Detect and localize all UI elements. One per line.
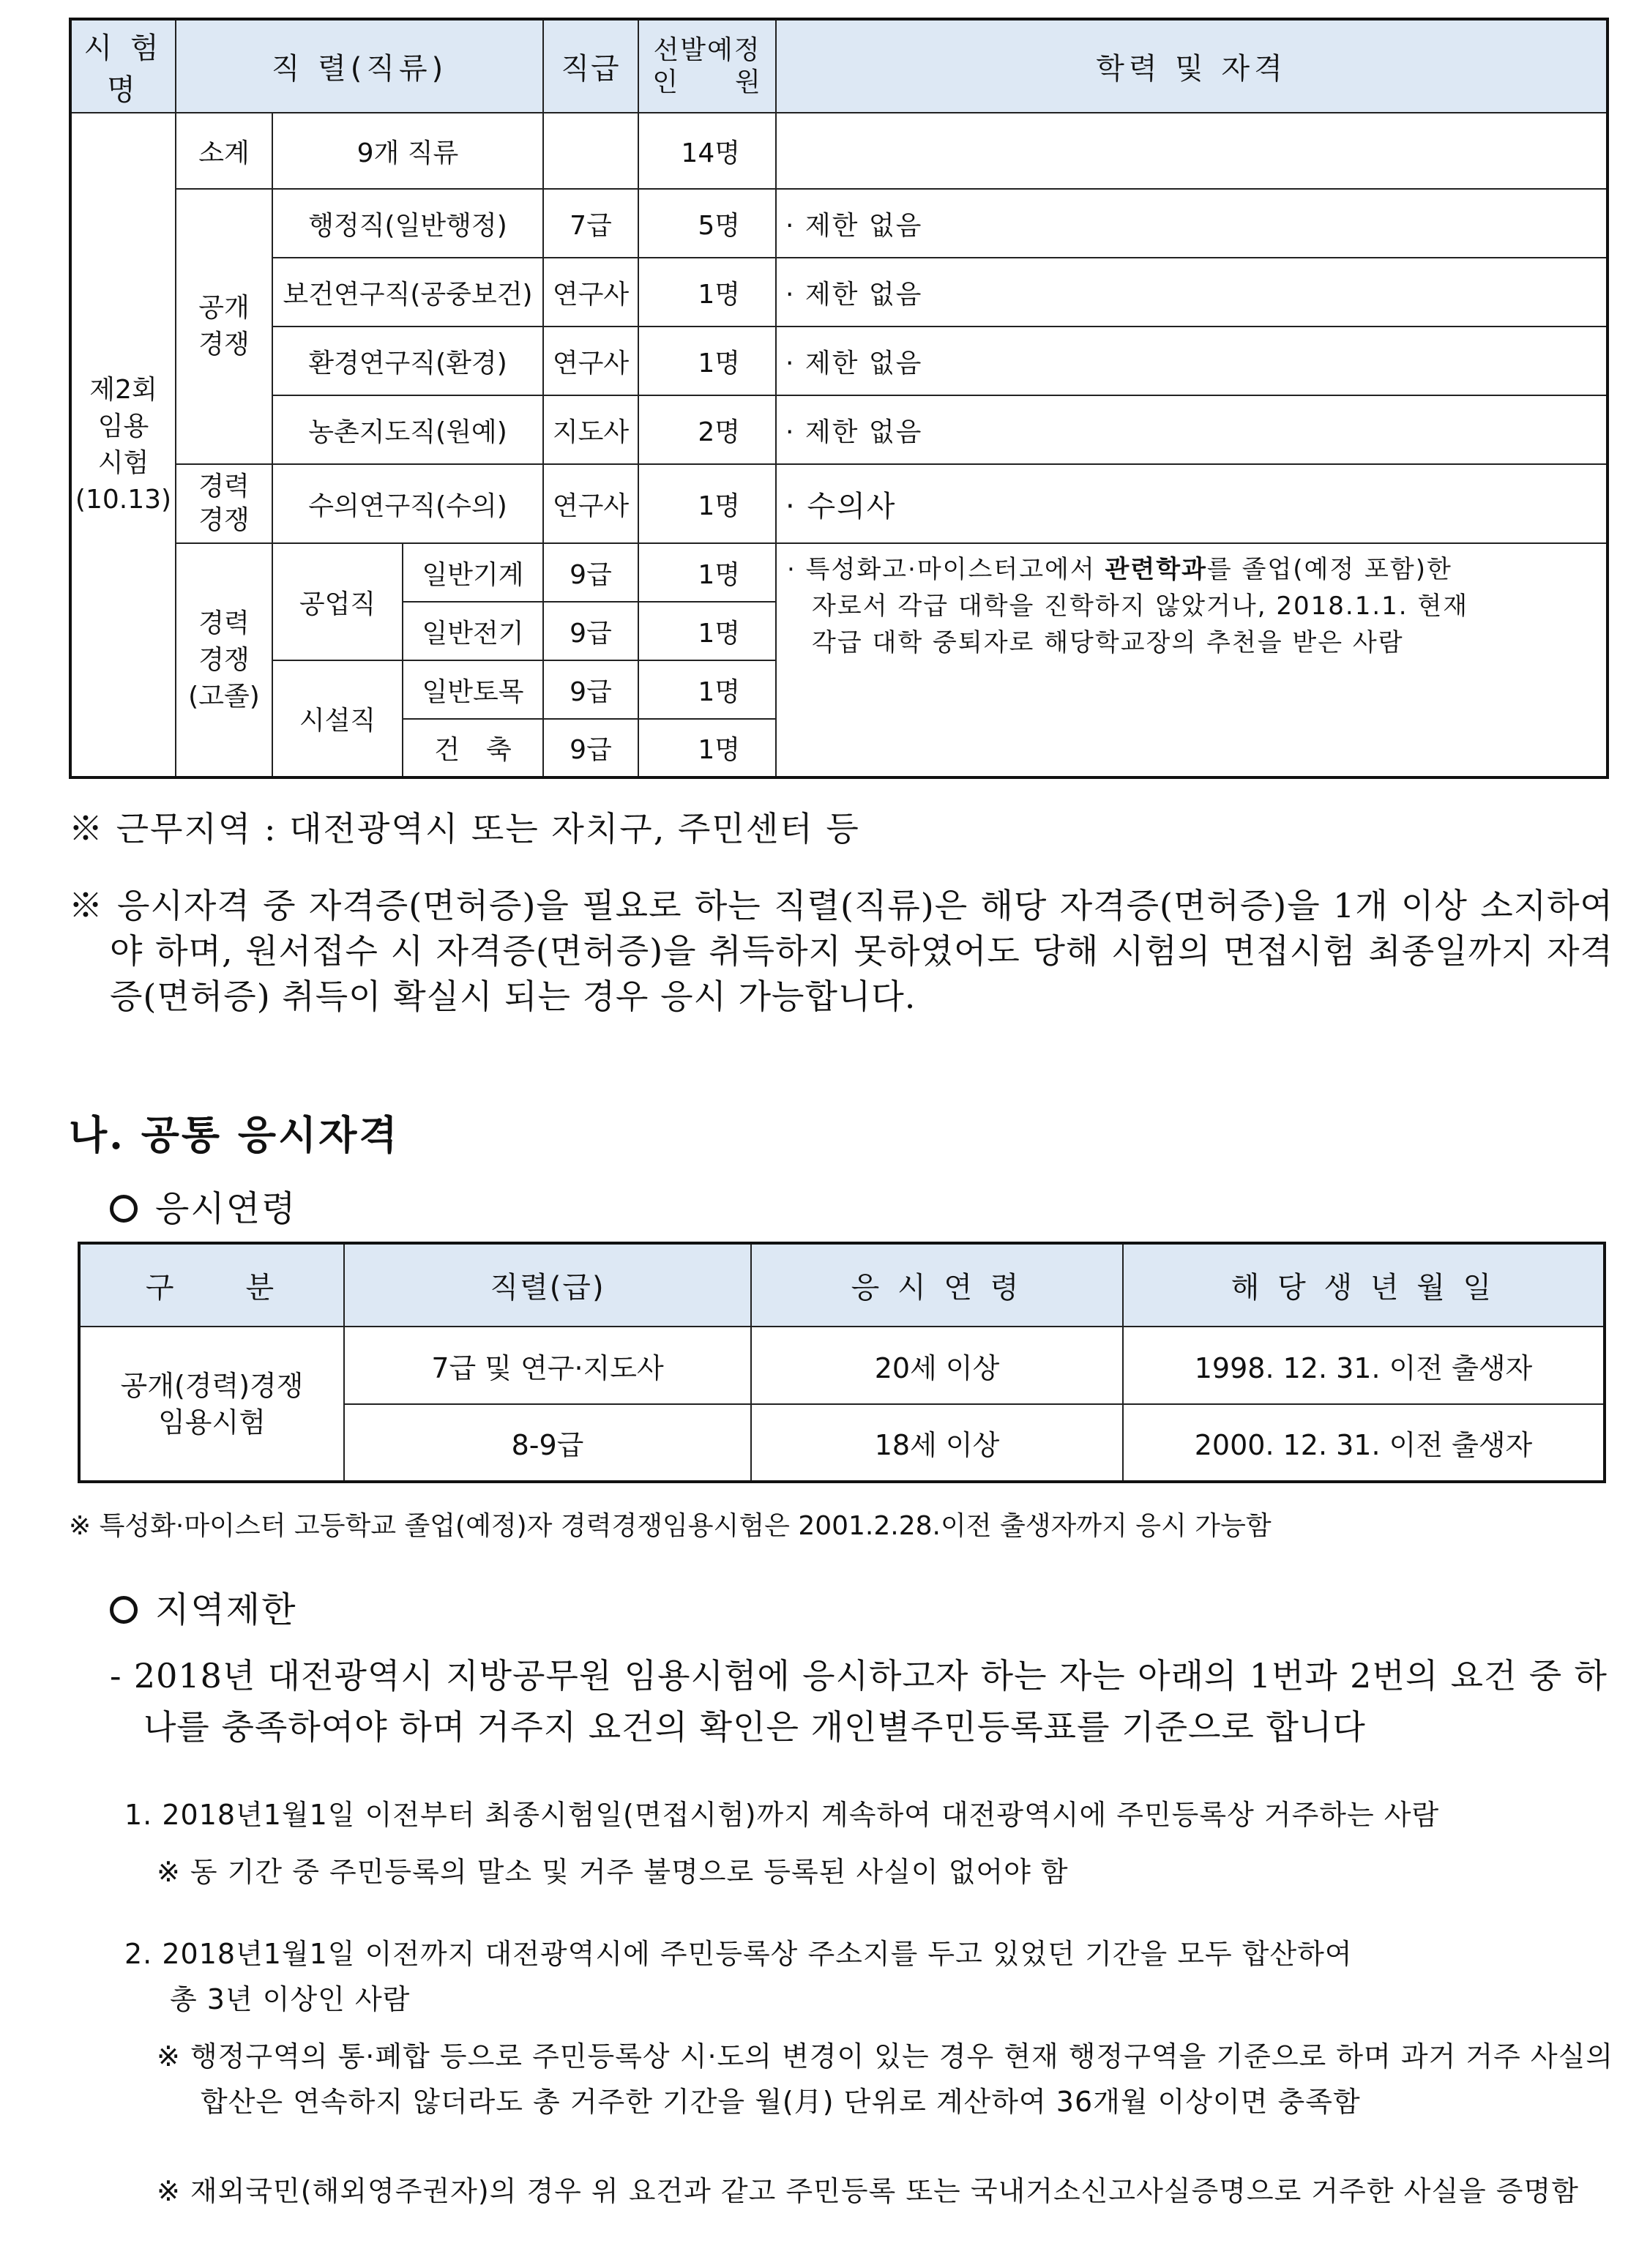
section-title: 나. 공통 응시자격 <box>69 1111 400 1158</box>
age-header-birth: 해 당 생 년 월 일 <box>1123 1243 1605 1327</box>
region-subtitle: 지역제한 <box>110 1581 1639 1632</box>
age-birth-cell: 1998. 12. 31. 이전 출생자 <box>1123 1327 1605 1404</box>
qual-cell: · 제한 없음 <box>776 189 1608 258</box>
region-item-2-line2: 총 3년 이상인 사람 <box>170 1983 411 2015</box>
qual-cell: · 제한 없음 <box>776 395 1608 464</box>
count-cell: 1명 <box>638 602 776 660</box>
age-value-cell: 20세 이상 <box>751 1327 1123 1404</box>
count-cell: 1명 <box>638 719 776 777</box>
series-cell: 일반기계 <box>403 543 543 602</box>
series-cell: 농촌지도직(원예) <box>272 395 543 464</box>
region-item-1-note: ※ 동 기간 중 주민등록의 말소 및 거주 불명으로 등록된 사실이 없어야 함 <box>157 1856 1069 1888</box>
age-value-cell: 18세 이상 <box>751 1404 1123 1482</box>
qual-cell: · 제한 없음 <box>776 327 1608 395</box>
header-qualification: 학력 및 자격 <box>776 19 1608 113</box>
count-cell: 1명 <box>638 660 776 719</box>
series-cell: 환경연구직(환경) <box>272 327 543 395</box>
age-table <box>78 1242 1606 1483</box>
region-item-2-note-2: ※ 재외국민(해외영주권자)의 경우 위 요건과 같고 주민등록 또는 국내거소신고사실증명으로 거주한 사실을 증명함 <box>157 2175 1579 2207</box>
grade-cell: 7급 <box>543 189 638 258</box>
count-cell: 1명 <box>638 258 776 327</box>
age-category-cell: 공개(경력)경쟁 임용시험 <box>79 1327 344 1482</box>
group-industrial: 공업직 <box>272 543 403 660</box>
grade-cell: 연구사 <box>543 258 638 327</box>
age-header-series: 직렬(급) <box>344 1243 751 1327</box>
age-subtitle: 응시연령 <box>110 1180 1639 1231</box>
group-open: 공개 경쟁 <box>176 189 272 464</box>
circle-bullet-icon <box>110 1596 138 1624</box>
count-cell: 5명 <box>638 189 776 258</box>
count-cell: 1명 <box>638 543 776 602</box>
qual-cell: · 수의사 <box>776 464 1608 543</box>
group-career-hs: 경력 경쟁 (고졸) <box>176 543 272 777</box>
group-facility: 시설직 <box>272 660 403 777</box>
circle-bullet-icon <box>110 1195 138 1223</box>
exam-name-cell: 제2회 임용 시험 (10.13) <box>70 113 176 777</box>
subtotal-grade <box>543 113 638 189</box>
subtotal-count: 14명 <box>638 113 776 189</box>
header-series: 직 렬(직류) <box>176 19 543 113</box>
grade-cell: 9급 <box>543 543 638 602</box>
age-header-category: 구 분 <box>79 1243 344 1327</box>
region-item-2-note-1: ※ 행정구역의 통·폐합 등으로 주민등록상 시·도의 변경이 있는 경우 현재 행정구역을 기준으로 하며 과거 거주 사실의 합산은 연속하지 않더라도 총 거주한 기간을 월(月) 단위로 계산하여 36개월 이상이면 충족함 <box>157 2040 1613 2118</box>
header-grade: 직급 <box>543 19 638 113</box>
region-item-1: 1. 2018년1월1일 이전부터 최종시험일(면접시험)까지 계속하여 대전광역시에 주민등록상 거주하는 사람 <box>124 1799 1440 1831</box>
age-birth-cell: 2000. 12. 31. 이전 출생자 <box>1123 1404 1605 1482</box>
series-cell: 수의연구직(수의) <box>272 464 543 543</box>
header-exam: 시 험 명 <box>70 19 176 113</box>
count-cell: 2명 <box>638 395 776 464</box>
series-cell: 건 축 <box>403 719 543 777</box>
subtotal-qual <box>776 113 1608 189</box>
grade-cell: 연구사 <box>543 327 638 395</box>
qual-cell: · 제한 없음 <box>776 258 1608 327</box>
series-cell: 보건연구직(공중보건) <box>272 258 543 327</box>
series-cell: 일반전기 <box>403 602 543 660</box>
license-note: ※ 응시자격 중 자격증(면허증)을 필요로 하는 직렬(직류)은 해당 자격증(면허증)을 1개 이상 소지하여야 하며, 원서접수 시 자격증(면허증)을 취득하지 못하였어도 당해 시험의 면접시험 최종일까지 자격증(면허증) 취득이 확실시 되는 경우 응시 가능합니다. <box>69 886 1613 1016</box>
region-intro: - 2018년 대전광역시 지방공무원 임용시험에 응시하고자 하는 자는 아래의 1번과 2번의 요건 중 하나를 충족하여야 하며 거주지 요건의 확인은 개인별주민등록표를 기준으로 합니다 <box>110 1656 1608 1747</box>
hs-qualification-note: · 특성화고·마이스터고에서 관련학과를 졸업(예정 포함)한 자로서 각급 대학을 진학하지 않았거나, 2018.1.1. 현재 각급 대학 중퇴자로 해당학교장의 추천을 받은 사람 <box>776 543 1608 777</box>
header-planned: 선발예정 인 원 <box>638 19 776 113</box>
region-item-2: 2. 2018년1월1일 이전까지 대전광역시에 주민등록상 주소지를 두고 있었던 기간을 모두 합산하여 <box>124 1938 1353 1970</box>
group-career: 경력 경쟁 <box>176 464 272 543</box>
age-series-cell: 8-9급 <box>344 1404 751 1482</box>
grade-cell: 9급 <box>543 719 638 777</box>
work-area-note: ※ 근무지역 : 대전광역시 또는 자치구, 주민센터 등 <box>69 809 860 848</box>
series-cell: 일반토목 <box>403 660 543 719</box>
grade-cell: 지도사 <box>543 395 638 464</box>
subtotal-series: 9개 직류 <box>272 113 543 189</box>
age-series-cell: 7급 및 연구·지도사 <box>344 1327 751 1404</box>
series-cell: 행정직(일반행정) <box>272 189 543 258</box>
recruitment-table <box>69 18 1609 779</box>
age-note: ※ 특성화·마이스터 고등학교 졸업(예정)자 경력경쟁임용시험은 2001.2.28.이전 출생자까지 응시 가능함 <box>69 1511 1272 1541</box>
count-cell: 1명 <box>638 464 776 543</box>
age-header-age: 응 시 연 령 <box>751 1243 1123 1327</box>
grade-cell: 9급 <box>543 602 638 660</box>
grade-cell: 연구사 <box>543 464 638 543</box>
subtotal-label: 소계 <box>176 113 272 189</box>
count-cell: 1명 <box>638 327 776 395</box>
grade-cell: 9급 <box>543 660 638 719</box>
